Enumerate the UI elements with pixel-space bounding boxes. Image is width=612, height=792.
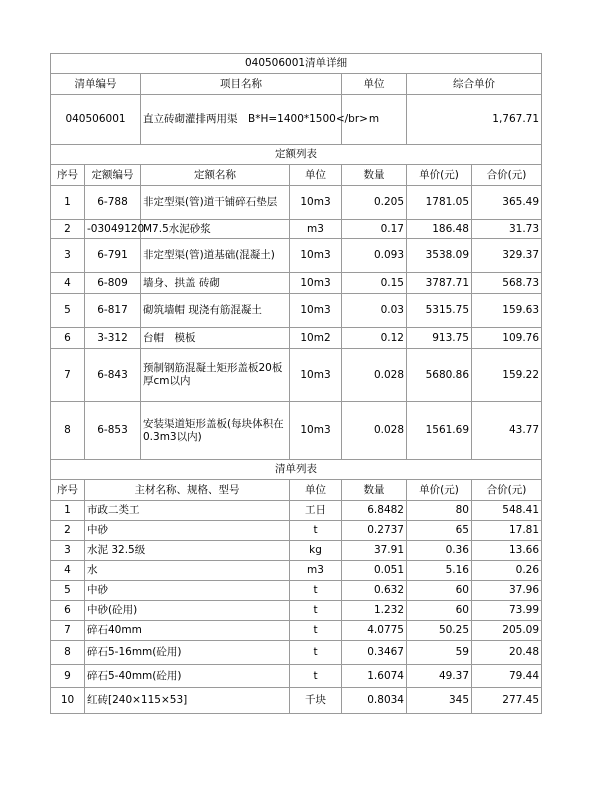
quota-name: 非定型渠(管)道基础(混凝土)	[141, 239, 290, 273]
material-name: 水	[85, 561, 290, 581]
quota-price: 5680.86	[407, 349, 472, 402]
quota-code: 6-809	[85, 273, 141, 294]
material-qty: 0.2737	[342, 521, 407, 541]
material-header-seq: 序号	[51, 480, 85, 501]
quota-header-seq: 序号	[51, 165, 85, 186]
table-title: 040506001清单详细	[51, 54, 542, 74]
material-qty: 4.0775	[342, 621, 407, 641]
quota-row	[51, 294, 542, 328]
quota-unit: 10m3	[290, 402, 342, 460]
quota-name: 预制钢筋混凝土矩形盖板20板厚cm以内	[141, 349, 290, 402]
material-total: 79.44	[472, 665, 542, 688]
quota-qty: 0.12	[342, 328, 407, 349]
quota-qty: 0.028	[342, 402, 407, 460]
material-total: 13.66	[472, 541, 542, 561]
material-qty: 1.232	[342, 601, 407, 621]
quota-qty: 0.205	[342, 186, 407, 220]
material-total: 20.48	[472, 641, 542, 665]
quota-name: 墙身、拱盖 砖砌	[141, 273, 290, 294]
quota-code: 3-312	[85, 328, 141, 349]
quota-unit: 10m3	[290, 273, 342, 294]
material-row	[51, 601, 542, 621]
material-price: 59	[407, 641, 472, 665]
material-seq: 5	[51, 581, 85, 601]
quota-total: 159.22	[472, 349, 542, 402]
quota-price: 3538.09	[407, 239, 472, 273]
material-total: 205.09	[472, 621, 542, 641]
material-row	[51, 501, 542, 521]
bill-detail-table	[50, 53, 542, 714]
material-unit: t	[290, 665, 342, 688]
quota-code: 6-853	[85, 402, 141, 460]
material-price: 49.37	[407, 665, 472, 688]
quota-row	[51, 186, 542, 220]
material-price: 80	[407, 501, 472, 521]
quota-unit: 10m3	[290, 294, 342, 328]
quota-price: 3787.71	[407, 273, 472, 294]
material-row	[51, 641, 542, 665]
quota-seq: 3	[51, 239, 85, 273]
quota-unit: 10m3	[290, 186, 342, 220]
quota-row	[51, 402, 542, 460]
material-seq: 7	[51, 621, 85, 641]
material-seq: 4	[51, 561, 85, 581]
material-name: 碎石5-16mm(砼用)	[85, 641, 290, 665]
material-row	[51, 521, 542, 541]
material-total: 17.81	[472, 521, 542, 541]
quota-row	[51, 349, 542, 402]
material-unit: t	[290, 641, 342, 665]
material-row	[51, 665, 542, 688]
material-qty: 0.3467	[342, 641, 407, 665]
material-header-name: 主材名称、规格、型号	[85, 480, 290, 501]
quota-unit: 10m2	[290, 328, 342, 349]
quota-qty: 0.093	[342, 239, 407, 273]
quota-header-total: 合价(元)	[472, 165, 542, 186]
quota-seq: 7	[51, 349, 85, 402]
quota-total: 31.73	[472, 220, 542, 239]
header-bill-code: 清单编号	[51, 74, 141, 95]
quota-total: 159.63	[472, 294, 542, 328]
material-seq: 8	[51, 641, 85, 665]
quota-qty: 0.17	[342, 220, 407, 239]
material-qty: 0.632	[342, 581, 407, 601]
material-seq: 3	[51, 541, 85, 561]
quota-qty: 0.03	[342, 294, 407, 328]
material-header-qty: 数量	[342, 480, 407, 501]
header-unit: 单位	[342, 74, 407, 95]
quota-total: 568.73	[472, 273, 542, 294]
material-unit: 工日	[290, 501, 342, 521]
material-total: 277.45	[472, 688, 542, 714]
quota-total: 365.49	[472, 186, 542, 220]
quota-seq: 6	[51, 328, 85, 349]
quota-row	[51, 220, 542, 239]
material-name: 碎石40mm	[85, 621, 290, 641]
material-price: 5.16	[407, 561, 472, 581]
material-seq: 6	[51, 601, 85, 621]
material-unit: m3	[290, 561, 342, 581]
quota-total: 109.76	[472, 328, 542, 349]
bill-unit: m	[342, 95, 407, 145]
quota-unit: m3	[290, 220, 342, 239]
material-unit: t	[290, 581, 342, 601]
material-qty: 0.051	[342, 561, 407, 581]
quota-seq: 8	[51, 402, 85, 460]
quota-name: 安装渠道矩形盖板(每块体积在0.3m3以内)	[141, 402, 290, 460]
material-row	[51, 561, 542, 581]
material-qty: 0.8034	[342, 688, 407, 714]
bill-item-name: 直立砖砌灌排两用渠 B*H=1400*1500</br>	[141, 95, 342, 145]
material-row	[51, 621, 542, 641]
quota-price: 5315.75	[407, 294, 472, 328]
quota-code: 6-791	[85, 239, 141, 273]
material-header-unit: 单位	[290, 480, 342, 501]
material-section-title: 清单列表	[51, 460, 542, 480]
material-total: 37.96	[472, 581, 542, 601]
material-unit: t	[290, 521, 342, 541]
material-total: 73.99	[472, 601, 542, 621]
material-price: 345	[407, 688, 472, 714]
quota-row	[51, 273, 542, 294]
material-seq: 1	[51, 501, 85, 521]
material-header-total: 合价(元)	[472, 480, 542, 501]
bill-code: 040506001	[51, 95, 141, 145]
quota-qty: 0.028	[342, 349, 407, 402]
material-qty: 37.91	[342, 541, 407, 561]
quota-row	[51, 239, 542, 273]
material-price: 60	[407, 581, 472, 601]
quota-name: M7.5水泥砂浆	[141, 220, 290, 239]
quota-name: 砌筑墙帽 现浇有筋混凝土	[141, 294, 290, 328]
quota-unit: 10m3	[290, 239, 342, 273]
quota-seq: 1	[51, 186, 85, 220]
header-unit-price: 综合单价	[407, 74, 542, 95]
material-unit: t	[290, 621, 342, 641]
quota-name: 非定型渠(管)道干铺碎石垫层	[141, 186, 290, 220]
material-qty: 1.6074	[342, 665, 407, 688]
material-name: 红砖[240×115×53]	[85, 688, 290, 714]
material-price: 50.25	[407, 621, 472, 641]
material-price: 65	[407, 521, 472, 541]
material-name: 市政二类工	[85, 501, 290, 521]
quota-total: 329.37	[472, 239, 542, 273]
material-seq: 2	[51, 521, 85, 541]
quota-total: 43.77	[472, 402, 542, 460]
material-row	[51, 688, 542, 714]
material-name: 水泥 32.5级	[85, 541, 290, 561]
quota-qty: 0.15	[342, 273, 407, 294]
quota-price: 1561.69	[407, 402, 472, 460]
quota-seq: 5	[51, 294, 85, 328]
material-unit: 千块	[290, 688, 342, 714]
quota-code: 6-843	[85, 349, 141, 402]
material-row	[51, 541, 542, 561]
quota-code: 6-817	[85, 294, 141, 328]
quota-section-title: 定额列表	[51, 145, 542, 165]
bill-unit-price: 1,767.71	[407, 95, 542, 145]
quota-header-unit: 单位	[290, 165, 342, 186]
material-name: 中砂(砼用)	[85, 601, 290, 621]
quota-header-price: 单价(元)	[407, 165, 472, 186]
material-unit: kg	[290, 541, 342, 561]
quota-code: -03049120	[85, 220, 141, 239]
material-total: 0.26	[472, 561, 542, 581]
quota-seq: 2	[51, 220, 85, 239]
quota-price: 1781.05	[407, 186, 472, 220]
material-seq: 9	[51, 665, 85, 688]
material-seq: 10	[51, 688, 85, 714]
quota-header-name: 定额名称	[141, 165, 290, 186]
quota-header-code: 定额编号	[85, 165, 141, 186]
material-row	[51, 581, 542, 601]
quota-name: 台帽 模板	[141, 328, 290, 349]
quota-code: 6-788	[85, 186, 141, 220]
material-qty: 6.8482	[342, 501, 407, 521]
material-header-price: 单价(元)	[407, 480, 472, 501]
material-unit: t	[290, 601, 342, 621]
quota-price: 186.48	[407, 220, 472, 239]
quota-price: 913.75	[407, 328, 472, 349]
quota-header-qty: 数量	[342, 165, 407, 186]
material-price: 60	[407, 601, 472, 621]
quota-seq: 4	[51, 273, 85, 294]
material-price: 0.36	[407, 541, 472, 561]
material-total: 548.41	[472, 501, 542, 521]
header-item-name: 项目名称	[141, 74, 342, 95]
material-name: 中砂	[85, 521, 290, 541]
quota-unit: 10m3	[290, 349, 342, 402]
material-name: 碎石5-40mm(砼用)	[85, 665, 290, 688]
quota-row	[51, 328, 542, 349]
material-name: 中砂	[85, 581, 290, 601]
